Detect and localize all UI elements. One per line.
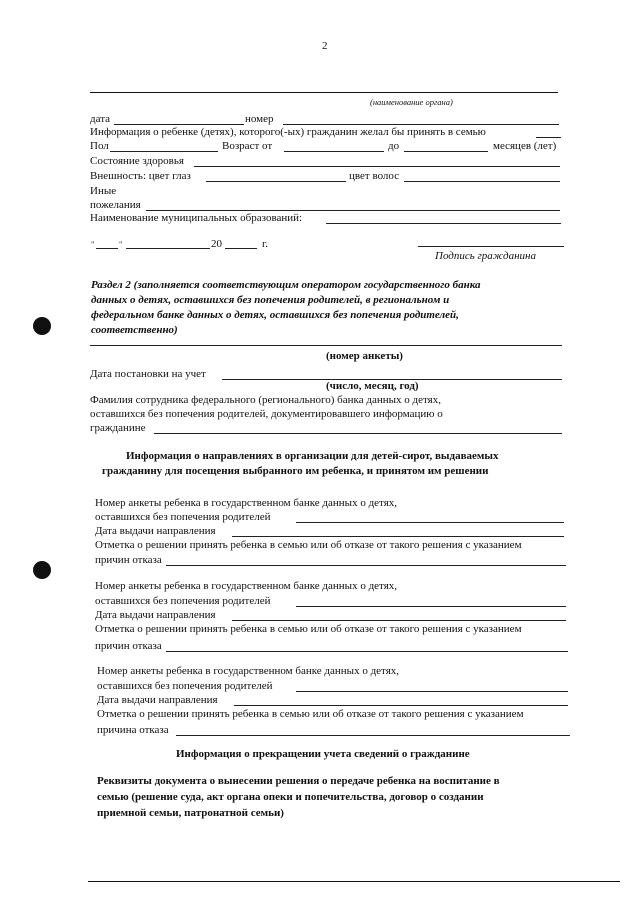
- registration-date-label: Дата постановки на учет: [90, 368, 206, 380]
- appearance-label: Внешность: цвет глаз: [90, 170, 191, 182]
- bottom-rule: [88, 881, 620, 882]
- health-field[interactable]: [194, 166, 560, 167]
- employee-line3: гражданине: [90, 422, 146, 434]
- ref3-decision-line1: Отметка о решении принять ребенка в семью или об отказе от такого решения с указанием: [97, 708, 524, 720]
- hair-color-label: цвет волос: [349, 170, 400, 182]
- ref1-issue-date-label: Дата выдачи направления: [95, 525, 216, 537]
- ref3-issue-date-label: Дата выдачи направления: [97, 694, 218, 706]
- punch-hole-top: [33, 317, 51, 335]
- number-field[interactable]: [283, 124, 559, 125]
- ref1-form-no-line2: оставшихся без попечения родителей: [95, 511, 271, 523]
- signature-caption: Подпись гражданина: [435, 250, 537, 262]
- form-number-field[interactable]: [90, 345, 562, 346]
- date-label: дата: [90, 113, 111, 125]
- employee-line1: Фамилия сотрудника федерального (регионального) банка данных о детях,: [90, 394, 441, 406]
- ref3-issue-date-field[interactable]: [234, 705, 568, 706]
- age-from-label: Возраст от: [222, 140, 273, 152]
- day-field[interactable]: [96, 248, 118, 249]
- child-info-field[interactable]: [536, 137, 561, 138]
- municipal-label: Наименование муниципальных образований:: [90, 212, 303, 224]
- sex-field[interactable]: [110, 151, 218, 152]
- section2-heading-line1: Раздел 2 (заполняется соответствующим оператором государственного банка: [91, 279, 481, 291]
- referrals-heading-line2: гражданину для посещения выбранного им ребенка, и принятом им решении: [102, 465, 489, 477]
- termination-details-line2: семью (решение суда, акт органа опеки и попечительства, договор о создании: [97, 791, 484, 803]
- punch-hole-bottom: [33, 561, 51, 579]
- ref1-form-no-line1: Номер анкеты ребенка в государственном банке данных о детях,: [95, 497, 398, 509]
- eye-color-field[interactable]: [206, 181, 346, 182]
- ref1-decision-line1: Отметка о решении принять ребенка в семью или об отказе от такого решения с указанием: [95, 539, 522, 551]
- termination-heading: Информация о прекращении учета сведений о гражданине: [176, 748, 470, 760]
- wishes-label: пожелания: [90, 199, 141, 211]
- section2-heading-line4: соответственно): [91, 324, 178, 336]
- organ-name-line: [90, 92, 558, 93]
- ref3-decision-line2: причина отказа: [97, 724, 169, 736]
- month-field[interactable]: [126, 248, 210, 249]
- employee-field[interactable]: [154, 433, 562, 434]
- year-suffix: г.: [262, 238, 269, 250]
- other-label: Иные: [90, 185, 117, 197]
- section2-heading-line3: федеральном банке данных о детях, оставшихся без попечения родителей,: [91, 309, 459, 321]
- ref2-form-no-field[interactable]: [296, 606, 566, 607]
- section2-heading-line2: данных о детях, оставшихся без попечения родителей, в региональном и: [91, 294, 450, 306]
- date-field[interactable]: [114, 124, 244, 125]
- signature-line[interactable]: [418, 246, 564, 247]
- ref3-form-no-line1: Номер анкеты ребенка в государственном банке данных о детях,: [97, 665, 400, 677]
- ref3-form-no-field[interactable]: [296, 691, 568, 692]
- health-label: Состояние здоровья: [90, 155, 184, 167]
- months-label: месяцев (лет): [493, 140, 557, 152]
- number-label: номер: [245, 113, 274, 125]
- date-caption: (число, месяц, год): [326, 380, 419, 392]
- ref2-issue-date-label: Дата выдачи направления: [95, 609, 216, 621]
- date-quote-open: ": [91, 239, 95, 249]
- page-number: 2: [322, 40, 328, 52]
- age-from-field[interactable]: [284, 151, 384, 152]
- age-to-field[interactable]: [404, 151, 488, 152]
- ref3-form-no-line2: оставшихся без попечения родителей: [97, 680, 273, 692]
- age-to-label: до: [388, 140, 400, 152]
- ref2-decision-field[interactable]: [166, 651, 568, 652]
- wishes-field[interactable]: [146, 210, 560, 211]
- ref1-form-no-field[interactable]: [296, 522, 564, 523]
- ref2-issue-date-field[interactable]: [232, 620, 566, 621]
- year-prefix: 20: [211, 238, 222, 250]
- sex-label: Пол: [90, 140, 109, 152]
- referrals-heading-line1: Информация о направлениях в организации для детей-сирот, выдаваемых: [126, 450, 499, 462]
- ref1-issue-date-field[interactable]: [232, 536, 564, 537]
- termination-details-line3: приемной семьи, патронатной семьи): [97, 807, 284, 819]
- organ-caption: (наименование органа): [370, 97, 453, 107]
- ref2-decision-line1: Отметка о решении принять ребенка в семью или об отказе от такого решения с указанием: [95, 623, 522, 635]
- hair-color-field[interactable]: [404, 181, 560, 182]
- ref3-decision-field[interactable]: [176, 735, 570, 736]
- date-quote-close: ": [119, 239, 123, 249]
- ref2-form-no-line1: Номер анкеты ребенка в государственном банке данных о детях,: [95, 580, 398, 592]
- ref1-decision-line2: причин отказа: [95, 554, 162, 566]
- ref2-form-no-line2: оставшихся без попечения родителей: [95, 595, 271, 607]
- municipal-field[interactable]: [326, 223, 561, 224]
- ref2-decision-line2: причин отказа: [95, 640, 162, 652]
- employee-line2: оставшихся без попечения родителей, документировавшего информацию о: [90, 408, 443, 420]
- year-field[interactable]: [225, 248, 257, 249]
- form-number-caption: (номер анкеты): [326, 350, 403, 362]
- ref1-decision-field[interactable]: [166, 565, 566, 566]
- child-info-label: Информация о ребенке (детях), которого(-ых) гражданин желал бы принять в семью: [90, 126, 486, 138]
- termination-details-line1: Реквизиты документа о вынесении решения о передаче ребенка на воспитание в: [97, 775, 500, 787]
